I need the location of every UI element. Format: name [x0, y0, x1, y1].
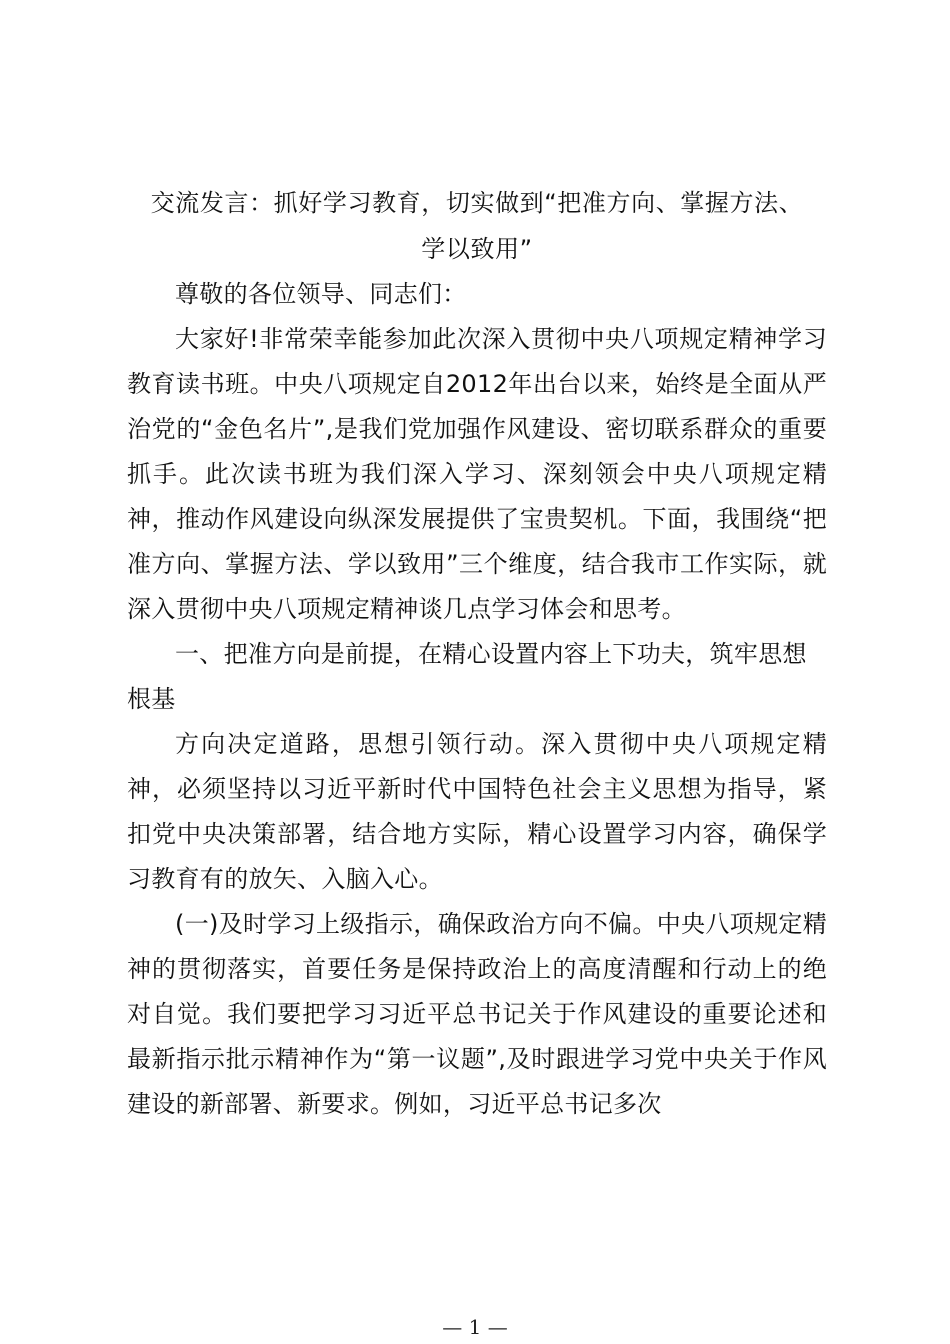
section-1-paragraph: 方向决定道路，思想引领行动。深入贯彻中央八项规定精神，必须坚持以习近平新时代中国特色社会主义思想为指导，紧扣党中央决策部署，结合地方实际，精心设置学习内容，确保学习教育有的放矢、入脑入心。	[127, 730, 827, 893]
intro-paragraph: 大家好!非常荣幸能参加此次深入贯彻中央八项规定精神学习教育读书班。中央八项规定自2012年出台以来，始终是全面从严治党的“金色名片”,是我们党加强作风建设、密切联系群众的重要抓手。此次读书班为我们深入学习、深刻领会中央八项规定精神，推动作风建设向纵深发展提供了宝贵契机。下面，我围绕“把准方向、掌握方法、学以致用”三个维度，结合我市工作实际，就深入贯彻中央八项规定精神谈几点学习体会和思考。	[127, 325, 827, 623]
section-heading-1: 一、把准方向是前提，在精心设置内容上下功夫，筑牢思想根基	[127, 640, 807, 713]
subsection-1-paragraph: (一)及时学习上级指示，确保政治方向不偏。中央八项规定精神的贯彻落实，首要任务是保持政治上的高度清醒和行动上的绝对自觉。我们要把学习习近平总书记关于作风建设的重要论述和最新指示批示精神作为“第一议题”,及时跟进学习党中央关于作风建设的新部署、新要求。例如，习近平总书记多次	[127, 910, 827, 1118]
document-title	[117, 180, 837, 272]
title-line-2: 学以致用”	[421, 235, 533, 263]
title-line-1: 交流发言：抓好学习教育，切实做到“把准方向、掌握方法、	[150, 189, 804, 217]
salutation: 尊敬的各位领导、同志们：	[175, 280, 467, 308]
page-number: — 1 —	[442, 1315, 508, 1339]
document-body	[127, 180, 827, 1127]
